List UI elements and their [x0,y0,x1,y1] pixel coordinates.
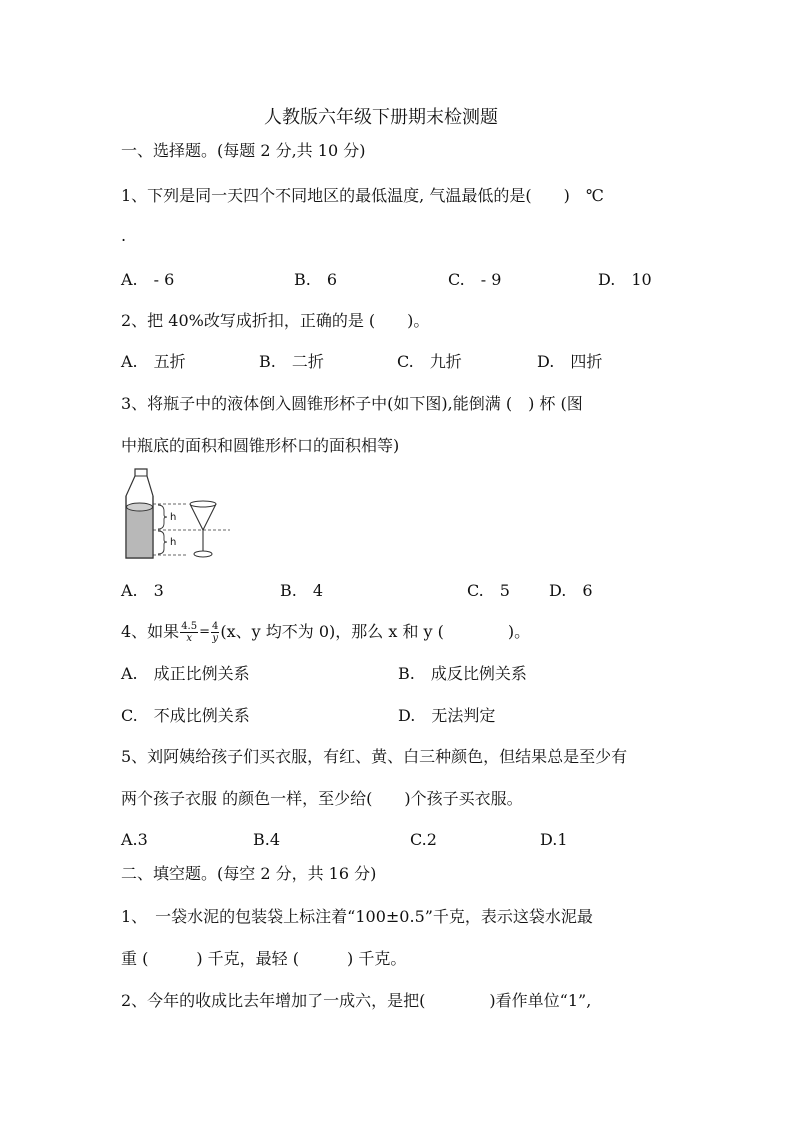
q5-option-b: B.4 [253,830,281,849]
q1-option-b: B. 6 [294,270,338,289]
fill-2-line-1: 2、今年的收成比去年增加了一成六，是把( )看作单位“1”, [121,991,592,1010]
question-2-text: 2、把 40%改写成折扣，正确的是 ( )。 [121,311,430,330]
question-5-line-1: 5、刘阿姨给孩子们买衣服，有红、黄、白三种颜色，但结果总是至少有 [121,747,628,766]
frac1-denominator: x [186,633,192,644]
section-2-heading: 二、填空题。(每空 2 分，共 16 分) [121,864,377,883]
question-3-line-2: 中瓶底的面积和圆锥形杯口的面积相等) [121,436,400,455]
frac1-numerator: 4.5 [181,621,198,632]
q5-option-c: C.2 [410,830,437,849]
q3-option-a: A. 3 [121,581,164,600]
q4-option-a: A. 成正比例关系 [121,664,250,683]
bottle-cone-figure [118,466,238,570]
q2-option-b: B. 二折 [259,352,324,371]
q4-suffix: (x、y 均不为 0)，那么 x 和 y ( )。 [220,622,531,641]
fraction-4-over-y [211,621,219,644]
q1-option-d: D. 10 [598,270,652,289]
frac2-denominator: y [212,633,219,644]
q3-option-d: D. 6 [549,581,593,600]
frac2-numerator: 4 [212,621,219,632]
q4-option-c: C. 不成比例关系 [121,706,250,725]
q2-option-d: D. 四折 [537,352,603,371]
q4-option-d: D. 无法判定 [398,706,496,725]
q1-option-a: A. - 6 [121,270,175,289]
page-title: 人教版六年级下册期末检测题 [264,107,498,128]
figure-label-h-1: h [170,512,177,523]
q3-option-b: B. 4 [280,581,324,600]
q3-option-c: C. 5 [467,581,510,600]
q2-option-c: C. 九折 [397,352,462,371]
question-3-line-1: 3、将瓶子中的液体倒入圆锥形杯子中(如下图),能倒满 ( ) 杯 (图 [121,394,583,413]
fill-1-line-2: 重 ( ) 千克，最轻 ( ) 千克。 [121,949,407,968]
q5-option-a: A.3 [121,830,148,849]
question-4-text [121,621,530,644]
q4-prefix: 4、如果 [121,622,180,641]
figure-label-h-2: h [170,537,177,548]
equals-sign: = [199,624,210,640]
q2-option-a: A. 五折 [121,352,186,371]
q4-option-b: B. 成反比例关系 [398,664,527,683]
q1-option-c: C. - 9 [448,270,502,289]
fraction-4-5-over-x [180,621,198,644]
question-1-text: 1、下列是同一天四个不同地区的最低温度, 气温最低的是( ) ℃ [121,186,604,205]
fill-1-line-1: 1、 一袋水泥的包装袋上标注着“100±0.5”千克，表示这袋水泥最 [121,907,593,926]
question-1-tail: . [121,226,127,245]
question-5-line-2: 两个孩子衣服 的颜色一样，至少给( )个孩子买衣服。 [121,789,523,808]
section-1-heading: 一、选择题。(每题 2 分,共 10 分) [121,141,366,160]
q5-option-d: D.1 [540,830,568,849]
